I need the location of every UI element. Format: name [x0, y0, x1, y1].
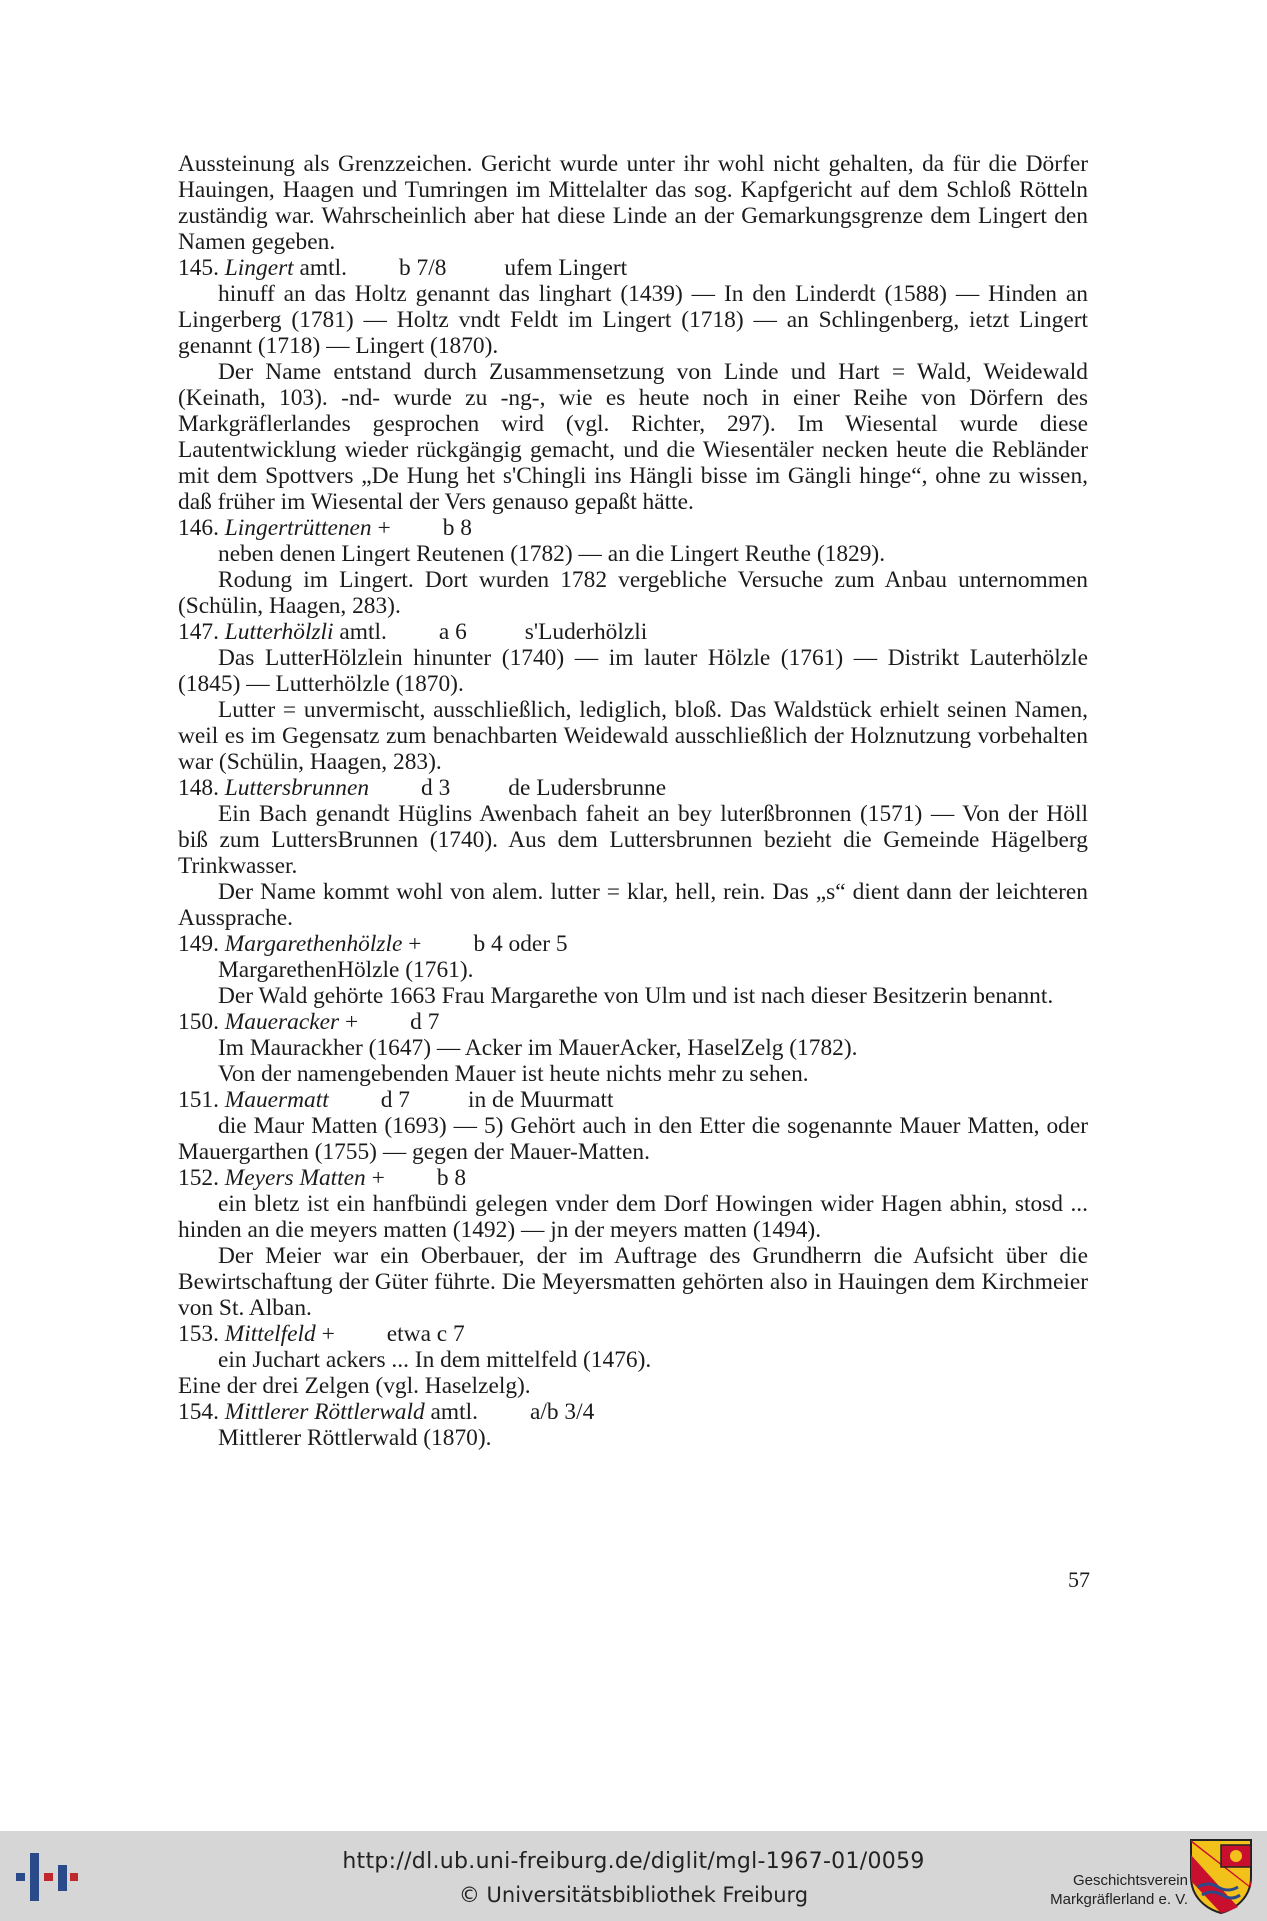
entry-heading — [178, 1165, 1088, 1191]
entry-number: 146. — [178, 515, 219, 541]
entry-number: 149. — [178, 931, 219, 957]
body-paragraph: Aussteinung als Grenzzeichen. Gericht wurde unter ihr wohl nicht gehalten, da für die Dörfer Hauingen, Haagen und Tumringen im Mittelalter das sog. Kapfgericht auf dem Schloß Rötteln zuständig war. Wahrscheinlich aber hat diese Linde an der Gemarkungsgrenze dem Lingert den Namen gegeben. — [178, 151, 1088, 255]
coat-of-arms-icon — [1188, 1837, 1254, 1915]
body-paragraph: hinuff an das Holtz genannt das linghart (1439) — In den Linderdt (1588) — Hinden an Lingerberg (1781) — Holtz vndt Feldt im Lingert (1718) — an Schlingenberg, ietzt Lingert genannt (1718) — Lingert (1870). — [178, 281, 1088, 359]
document-body — [178, 151, 1088, 1451]
body-paragraph: Rodung im Lingert. Dort wurden 1782 vergebliche Versuche zum Anbau unternommen (Schülin, Haagen, 283). — [178, 567, 1088, 619]
page-number: 57 — [1068, 1567, 1090, 1592]
entry-name: Mittlerer Röttlerwald — [224, 1399, 425, 1425]
entry-heading — [178, 1321, 1088, 1347]
entry-heading — [178, 515, 1088, 541]
entry-name: Lingertrüttenen — [224, 515, 372, 541]
entry-name: Mittelfeld — [224, 1321, 316, 1347]
body-paragraph: MargarethenHölzle (1761). — [218, 957, 474, 983]
entry-name: Lingert — [224, 255, 294, 281]
entry-heading — [178, 775, 1088, 801]
entry-number: 151. — [178, 1087, 219, 1113]
entry-name: Margarethenhölzle — [224, 931, 403, 957]
body-paragraph: Eine der drei Zelgen (vgl. Haselzelg). — [178, 1373, 531, 1399]
entry-name: Luttersbrunnen — [224, 775, 370, 801]
entry-heading — [178, 931, 1088, 957]
body-paragraph: Im Maurackher (1647) — Acker im MauerAcker, HaselZelg (1782). — [218, 1035, 858, 1061]
footer-bar — [0, 1831, 1267, 1921]
body-paragraph: die Maur Matten (1693) — 5) Gehört auch in den Etter die sogenannte Mauer Matten, oder Mauergarthen (1755) — gegen der Mauer-Matten. — [178, 1113, 1088, 1165]
entry-heading — [178, 1087, 1088, 1113]
entry-grid-ref: d 7 — [410, 1009, 440, 1035]
entry-grid-ref: b 4 oder 5 — [473, 931, 568, 957]
entry-name: Lutterhölzli — [224, 619, 334, 645]
entry-heading — [178, 1399, 1088, 1425]
entry-status: + — [371, 1165, 385, 1191]
body-paragraph: Der Name entstand durch Zusammensetzung von Linde und Hart = Wald, Weidewald (Keinath, 103). -nd- wurde zu -ng-, wie es heute noch in einer Reihe von Dörfern des Markgräflerlandes gesprochen wird (vgl. Richter, 297). Im Wiesental wurde diese Lautentwicklung wieder rückgängig gemacht, und die Wiesentäler necken heute die Rebländer mit dem Spottvers „De Hung het s'Chingli ins Hängli bisse im Gängli hinge“, ohne zu wissen, daß früher im Wiesental der Vers genauso gepaßt hätte. — [178, 359, 1088, 515]
body-paragraph: ein Juchart ackers ... In dem mittelfeld (1476). — [218, 1347, 652, 1373]
entry-status: + — [344, 1009, 359, 1035]
entry-number: 154. — [178, 1399, 219, 1425]
entry-grid-ref: etwa c 7 — [386, 1321, 465, 1347]
body-paragraph: ein bletz ist ein hanfbündi gelegen vnder dem Dorf Howingen wider Hagen abhin, stosd ... hinden an die meyers matten (1492) — jn der meyers matten (1494). — [178, 1191, 1088, 1243]
entry-number: 152. — [178, 1165, 219, 1191]
entry-status: amtl. — [339, 619, 387, 645]
entry-status: amtl. — [299, 255, 347, 281]
body-paragraph: Der Meier war ein Oberbauer, der im Auftrage des Grundherrn die Aufsicht über die Bewirtschaftung der Güter führte. Die Meyersmatten gehörten also in Hauingen dem Kirchmeier von St. Alban. — [178, 1243, 1088, 1321]
entry-grid-ref: b 8 — [442, 515, 472, 541]
society-line-2: Markgräflerland e. V. — [1050, 1891, 1188, 1908]
society-name — [1018, 1871, 1188, 1909]
entry-grid-ref: b 8 — [436, 1165, 467, 1191]
entry-dialect-form: s'Luderhölzli — [524, 619, 648, 645]
body-paragraph: neben denen Lingert Reutenen (1782) — an die Lingert Reuthe (1829). — [218, 541, 886, 567]
body-paragraph: Das LutterHölzlein hinunter (1740) — im lauter Hölzle (1761) — Distrikt Lauterhölzle (1845) — Lutterhölzle (1870). — [178, 645, 1088, 697]
footer-url[interactable]: http://dl.ub.uni-freiburg.de/diglit/mgl-1967-01/0059 — [342, 1849, 925, 1874]
entry-grid-ref: d 3 — [421, 775, 451, 801]
entry-number: 150. — [178, 1009, 219, 1035]
body-paragraph: Von der namengebenden Mauer ist heute nichts mehr zu sehen. — [218, 1061, 809, 1087]
entry-dialect-form: in de Muurmatt — [468, 1087, 614, 1113]
body-paragraph: Ein Bach genandt Hüglins Awenbach faheit an bey luterßbronnen (1571) — Von der Höll biß zum LuttersBrunnen (1740). Aus dem Luttersbrunnen bezieht die Gemeinde Hägelberg Trinkwasser. — [178, 801, 1088, 879]
entry-status: + — [408, 931, 422, 957]
footer-copyright: © Universitätsbibliothek Freiburg — [458, 1883, 809, 1907]
entry-number: 147. — [178, 619, 219, 645]
entry-heading — [178, 255, 1088, 281]
entry-status: amtl. — [430, 1399, 478, 1425]
entry-status: + — [377, 515, 391, 541]
body-paragraph: Der Wald gehörte 1663 Frau Margarethe von Ulm und ist nach dieser Besitzerin benannt. — [218, 983, 1054, 1009]
entry-dialect-form: ufem Lingert — [504, 255, 628, 281]
entry-number: 153. — [178, 1321, 219, 1347]
entry-status: + — [321, 1321, 335, 1347]
entry-grid-ref: a/b 3/4 — [529, 1399, 595, 1425]
entry-grid-ref: d 7 — [380, 1087, 410, 1113]
body-paragraph: Lutter = unvermischt, ausschließlich, lediglich, bloß. Das Waldstück erhielt seinen Namen, weil es im Gegensatz zum benachbarten Weidewald ausschließlich der Holznutzung vorbehalten war (Schülin, Haagen, 283). — [178, 697, 1088, 775]
entry-name: Meyers Matten — [224, 1165, 366, 1191]
entry-grid-ref: a 6 — [438, 619, 467, 645]
entry-grid-ref: b 7/8 — [398, 255, 447, 281]
body-paragraph: Mittlerer Röttlerwald (1870). — [218, 1425, 492, 1451]
entry-number: 145. — [178, 255, 219, 281]
entry-name: Mauermatt — [224, 1087, 329, 1113]
entry-dialect-form: de Ludersbrunne — [508, 775, 667, 801]
entry-heading — [178, 1009, 1088, 1035]
society-line-1: Geschichtsverein — [1072, 1872, 1188, 1889]
entry-number: 148. — [178, 775, 219, 801]
body-paragraph: Der Name kommt wohl von alem. lutter = klar, hell, rein. Das „s“ dient dann der leichteren Aussprache. — [178, 879, 1088, 931]
entry-name: Maueracker — [224, 1009, 340, 1035]
entry-heading — [178, 619, 1088, 645]
